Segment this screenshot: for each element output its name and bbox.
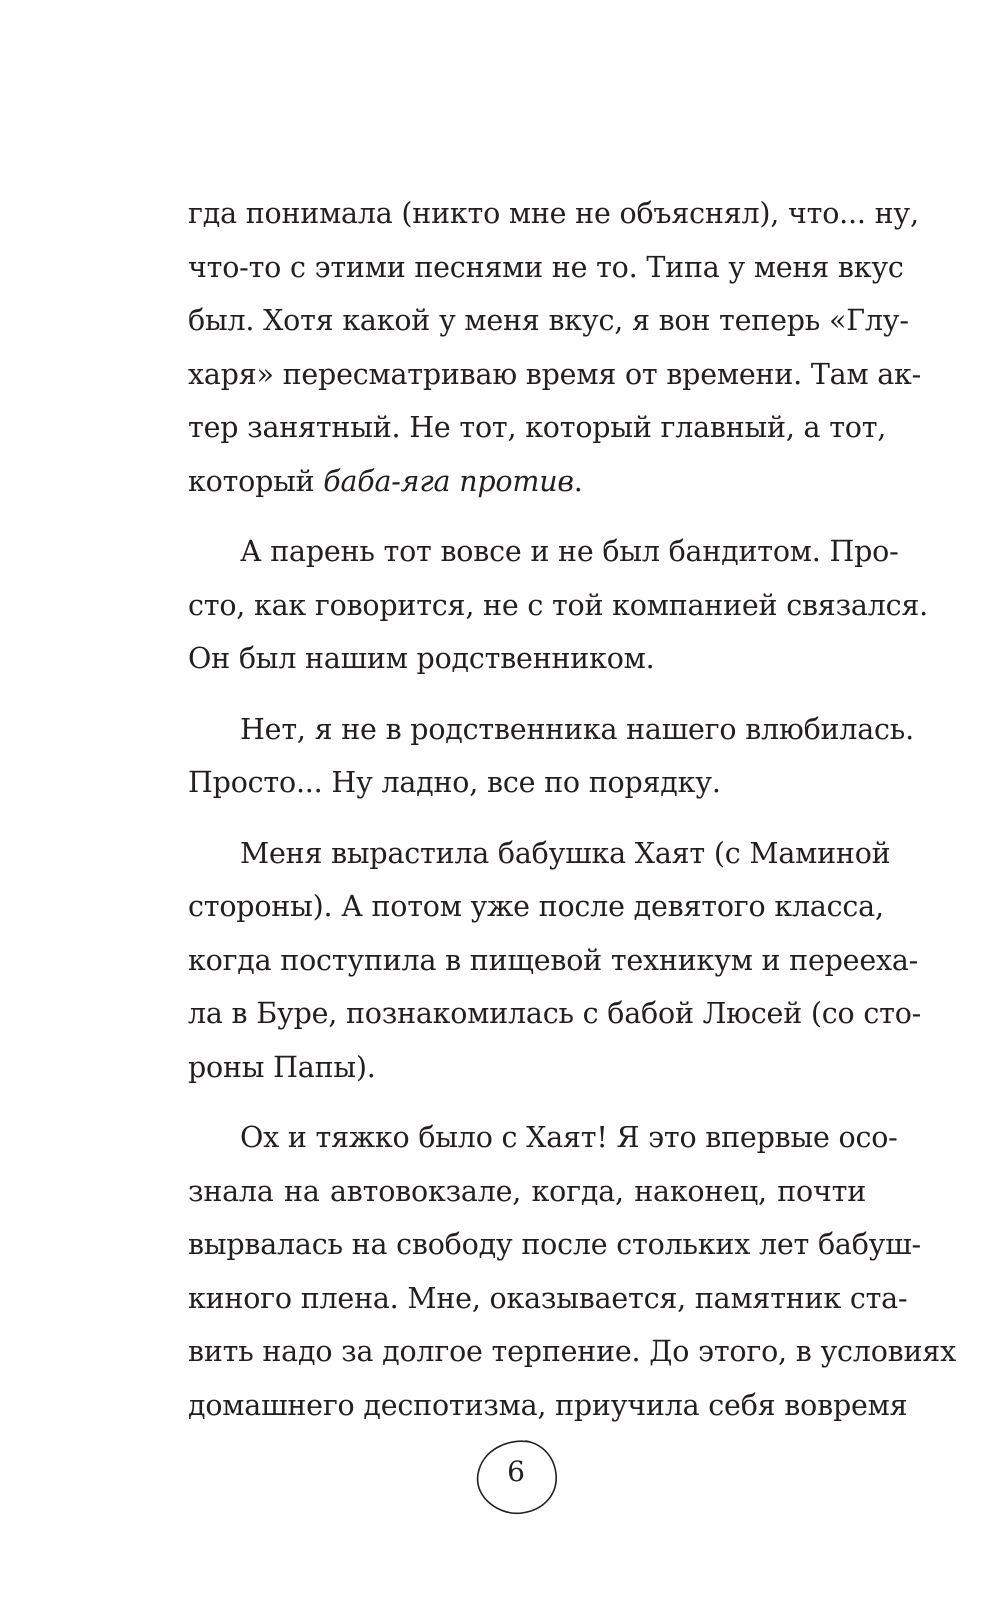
text-line: сто, как говорится, не с той компанией связался. <box>188 588 929 622</box>
paragraph <box>188 1111 956 1432</box>
text-line: вырвалась на свободу после стольких лет бабуш- <box>188 1228 921 1261</box>
text-line: что-то с этими песнями не то. Типа у меня вкус <box>188 250 904 284</box>
text-line: стороны). А потом уже после девятого класса, <box>188 890 884 923</box>
text-line: Ох и тяжко было с Хаят! Я это впервые осо- <box>240 1121 898 1154</box>
text-line: знала на автовокзале, когда, наконец, почти <box>188 1174 866 1208</box>
text-line: ла в Буре, познакомилась с бабой Люсей (со сто- <box>188 997 922 1030</box>
text-line: А парень тот вовсе и не был бандитом. Про- <box>240 535 899 568</box>
italic-phrase: баба-яга против <box>323 464 574 498</box>
paragraph <box>188 187 922 508</box>
text-line: домашнего деспотизма, приучила себя вовремя <box>188 1388 908 1422</box>
paragraph <box>188 827 922 1095</box>
text-line: Нет, я не в родственника нашего влюбилась. <box>240 712 914 746</box>
page-number: 6 <box>507 1455 525 1488</box>
page-number-badge <box>470 1436 562 1518</box>
text-line: Он был нашим родственником. <box>188 642 655 675</box>
text-line: харя» пересматриваю время от времени. Там ак- <box>188 357 922 391</box>
body-text <box>188 187 956 1432</box>
text-line: когда поступила в пищевой техникум и переeха- <box>188 943 919 977</box>
text-line: тер занятный. Не тот, который главный, а тот, <box>188 411 887 444</box>
text-line: был. Хотя какой у меня вкус, я вон теперь «Глу- <box>188 304 909 337</box>
text-line: Просто... Ну ладно, все по порядку. <box>188 766 721 799</box>
paragraph <box>188 525 929 686</box>
text-line: вить надо за долгое терпение. До этого, в условиях <box>188 1335 956 1368</box>
paragraph <box>188 703 914 810</box>
text-line: роны Папы). <box>188 1050 376 1084</box>
text-fragment: который <box>188 464 324 498</box>
text-line <box>188 455 866 509</box>
text-line: Меня вырастила бабушка Хаят (с Маминой <box>240 836 891 870</box>
text-line: киного плена. Мне, оказывается, памятник ста- <box>188 1281 908 1315</box>
text-line: гда понимала (никто мне не объяснял), что... ну, <box>188 197 919 230</box>
text-fragment: . <box>573 464 583 498</box>
